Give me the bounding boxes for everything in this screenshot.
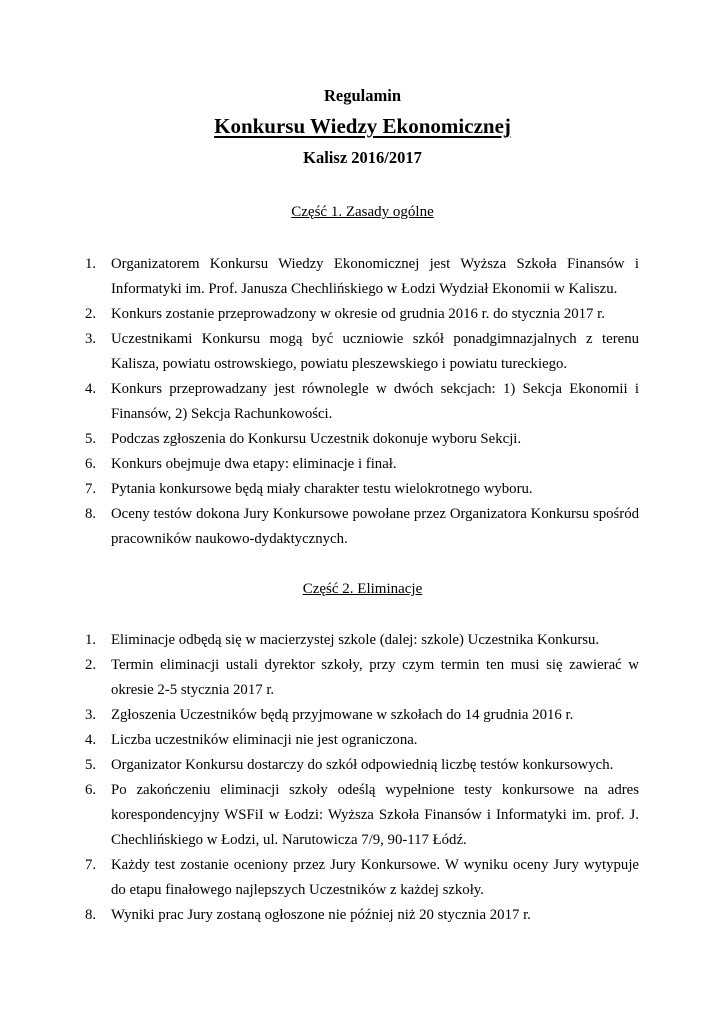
item-text: Konkurs zostanie przeprowadzony w okresie od grudnia 2016 r. do stycznia 2017 r. [111, 306, 605, 322]
list-item [0, 477, 725, 502]
list-item [0, 728, 725, 753]
general-rules-list [0, 252, 725, 552]
item-number: 3. [85, 707, 97, 723]
item-text: Eliminacje odbędą się w macierzystej szkole (dalej: szkole) Uczestnika Konkursu. [111, 632, 600, 648]
list-item [0, 778, 725, 853]
list-item [0, 903, 725, 928]
list-item [0, 628, 725, 653]
item-number: 6. [85, 782, 97, 798]
list-item [0, 853, 725, 903]
item-text: Organizator Konkursu dostarczy do szkół odpowiednią liczbę testów konkursowych. [111, 757, 614, 773]
item-number: 2. [85, 657, 97, 673]
item-number: 7. [85, 481, 97, 497]
item-text: Zgłoszenia Uczestników będą przyjmowane w szkołach do 14 grudnia 2016 r. [111, 707, 574, 723]
list-item [0, 302, 725, 327]
section-heading-eliminations: Część 2. Eliminacje [302, 581, 423, 597]
item-number: 6. [85, 456, 97, 472]
item-number: 1. [85, 256, 97, 272]
list-item [0, 753, 725, 778]
eliminations-list [0, 628, 725, 928]
list-item [0, 703, 725, 728]
document-title: Regulamin [323, 86, 401, 105]
item-text: Pytania konkursowe będą miały charakter testu wielokrotnego wyboru. [111, 481, 533, 497]
list-item [0, 252, 725, 302]
competition-name: Konkursu Wiedzy Ekonomicznej [214, 114, 511, 138]
edition-subtitle: Kalisz 2016/2017 [303, 148, 422, 167]
list-item [0, 427, 725, 452]
item-number: 3. [85, 331, 97, 347]
item-text: Konkurs przeprowadzany jest równolegle w dwóch sekcjach: 1) Sekcja Ekonomii i Finansów, 2) Sekcja Rachunkowości. [111, 381, 639, 422]
item-text: Termin eliminacji ustali dyrektor szkoły, przy czym termin ten musi się zawierać w okresie 2-5 stycznia 2017 r. [111, 657, 639, 698]
item-text: Uczestnikami Konkursu mogą być uczniowie szkół ponadgimnazjalnych z terenu Kalisza, powiatu ostrowskiego, powiatu pleszewskiego i powiatu tureckiego. [111, 331, 639, 372]
item-text: Podczas zgłoszenia do Konkursu Uczestnik dokonuje wyboru Sekcji. [111, 431, 522, 447]
item-text: Po zakończeniu eliminacji szkoły odeślą wypełnione testy konkursowe na adres korespondencyjny WSFiI w Łodzi: Wyższa Szkoła Finansów i Informatyki im. prof. J. Chechlińskiego w Łodzi, ul. Narutowicza 7/9, 90-117 Łódź. [111, 782, 639, 848]
item-number: 1. [85, 632, 97, 648]
item-text: Oceny testów dokona Jury Konkursowe powołane przez Organizatora Konkursu spośród pracowników naukowo-dydaktycznych. [111, 506, 639, 547]
item-text: Liczba uczestników eliminacji nie jest ograniczona. [111, 732, 418, 748]
list-item [0, 327, 725, 377]
item-number: 4. [85, 732, 97, 748]
item-text: Organizatorem Konkursu Wiedzy Ekonomicznej jest Wyższa Szkoła Finansów i Informatyki im. Prof. Janusza Chechlińskiego w Łodzi Wydział Ekonomii w Kaliszu. [111, 256, 639, 297]
item-number: 8. [85, 506, 97, 522]
item-number: 5. [85, 431, 97, 447]
item-text: Wyniki prac Jury zostaną ogłoszone nie później niż 20 stycznia 2017 r. [111, 907, 531, 923]
item-number: 7. [85, 857, 97, 873]
list-item [0, 502, 725, 552]
item-number: 8. [85, 907, 97, 923]
list-item [0, 452, 725, 477]
item-text: Każdy test zostanie oceniony przez Jury Konkursowe. W wyniku oceny Jury wytypuje do etapu finałowego najlepszych Uczestników z każdej szkoły. [111, 857, 639, 898]
list-item [0, 377, 725, 427]
section-heading-general-rules: Część 1. Zasady ogólne [291, 204, 434, 220]
item-text: Konkurs obejmuje dwa etapy: eliminacje i finał. [111, 456, 397, 472]
item-number: 5. [85, 757, 97, 773]
list-item [0, 653, 725, 703]
item-number: 4. [85, 381, 97, 397]
item-number: 2. [85, 306, 97, 322]
